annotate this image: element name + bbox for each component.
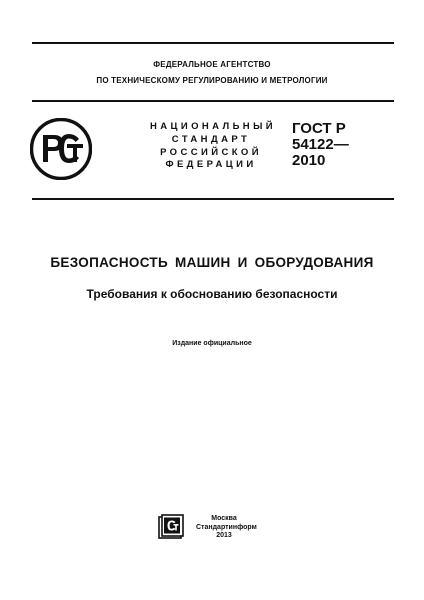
agency-line-1: ФЕДЕРАЛЬНОЕ АГЕНТСТВО (153, 60, 271, 69)
designation-line: 2010 (292, 152, 326, 169)
standard-type-block (150, 121, 276, 172)
publisher-name: Стандартинформ (196, 523, 257, 531)
standard-type-line: СТАНДАРТ (171, 133, 251, 145)
rst-emblem-icon (30, 118, 92, 180)
publication-year: 2013 (216, 532, 232, 539)
designation-rule (32, 198, 394, 200)
standard-designation (292, 121, 349, 169)
standard-type-line: ФЕДЕРАЦИИ (165, 159, 257, 171)
standartinform-icon (158, 514, 184, 540)
top-rule (32, 42, 394, 44)
publisher-block (196, 515, 257, 541)
document-subtitle: Требования к обоснованию безопасности (86, 287, 338, 301)
document-title: БЕЗОПАСНОСТЬ МАШИН И ОБОРУДОВАНИЯ (50, 255, 374, 270)
designation-line: 54122— (292, 136, 349, 153)
publisher-city: Москва (211, 515, 237, 522)
edition-note: Издание официальное (172, 340, 252, 347)
standard-type-line: РОССИЙСКОЙ (160, 146, 262, 158)
header-rule (32, 100, 394, 102)
designation-line: ГОСТ Р (292, 120, 346, 137)
agency-line-2: ПО ТЕХНИЧЕСКОМУ РЕГУЛИРОВАНИЮ И МЕТРОЛОГИИ (96, 76, 328, 85)
standard-type-line: НАЦИОНАЛЬНЫЙ (150, 121, 276, 132)
